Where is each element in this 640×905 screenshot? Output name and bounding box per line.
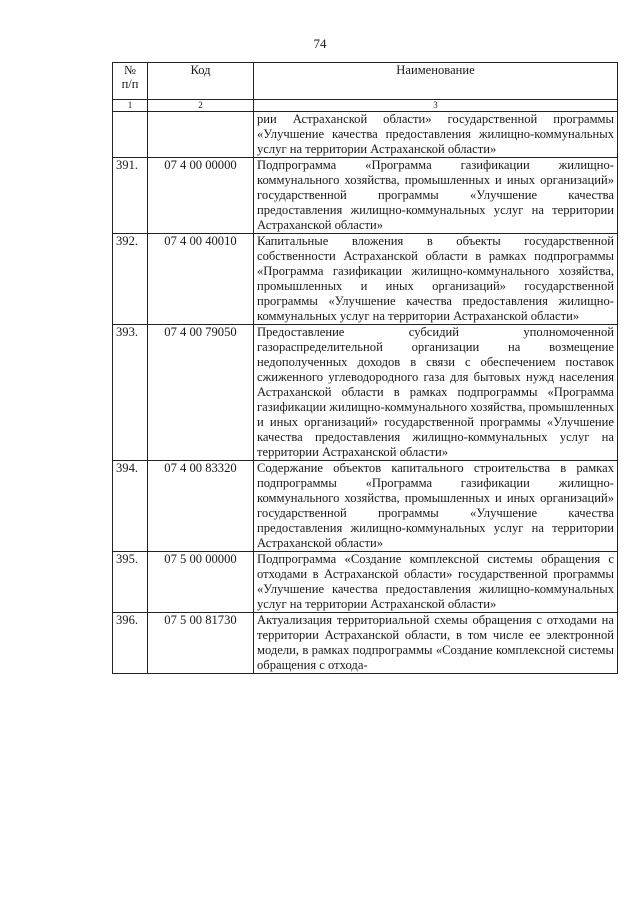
row-code: 07 5 00 00000	[148, 552, 254, 613]
row-number: 391.	[113, 158, 148, 234]
column-header-number	[113, 63, 148, 100]
column-index-1: 1	[113, 100, 148, 112]
table-row	[113, 234, 618, 325]
row-name: рии Астраханской области» государственной программы «Улучшение качества предоставления жилищно-коммунальных услуг на территории Астраханской области»	[254, 112, 618, 158]
row-code: 07 4 00 40010	[148, 234, 254, 325]
table-row	[113, 613, 618, 674]
column-header-number-text: № п/п	[121, 63, 139, 91]
row-number: 394.	[113, 461, 148, 552]
column-header-code: Код	[148, 63, 254, 100]
table-row	[113, 112, 618, 158]
table-row	[113, 552, 618, 613]
row-name: Актуализация территориальной схемы обращения с отходами на территории Астраханской области, в том числе ее электронной модели, в рамках подпрограммы «Создание комплексной системы обращения с отхода-	[254, 613, 618, 674]
row-number	[113, 112, 148, 158]
column-index-3: 3	[254, 100, 618, 112]
row-code	[148, 112, 254, 158]
table-row	[113, 461, 618, 552]
row-name: Подпрограмма «Создание комплексной системы обращения с отходами в Астраханской области» государственной программы «Улучшение качества предоставления жилищно-коммунальных услуг на территории Астраханской области»	[254, 552, 618, 613]
column-index-2: 2	[148, 100, 254, 112]
row-code: 07 5 00 81730	[148, 613, 254, 674]
row-number: 392.	[113, 234, 148, 325]
row-code: 07 4 00 00000	[148, 158, 254, 234]
row-code: 07 4 00 83320	[148, 461, 254, 552]
row-name: Подпрограмма «Программа газификации жилищно-коммунального хозяйства, промышленных и иных организаций» государственной программы «Улучшение качества предоставления жилищно-коммунальных услуг на территории Астраханской области»	[254, 158, 618, 234]
row-number: 393.	[113, 325, 148, 461]
budget-codes-table	[112, 62, 618, 674]
row-number: 395.	[113, 552, 148, 613]
table-header-row	[113, 63, 618, 100]
row-name: Капитальные вложения в объекты государственной собственности Астраханской области в рамках подпрограммы «Программа газификации жилищно-коммунального хозяйства, промышленных и иных организаций» государственной программы «Улучшение качества предоставления жилищно-коммунальных услуг на территории Астраханской области»	[254, 234, 618, 325]
table-row	[113, 158, 618, 234]
column-header-name: Наименование	[254, 63, 618, 100]
row-number: 396.	[113, 613, 148, 674]
column-index-row	[113, 100, 618, 112]
table-row	[113, 325, 618, 461]
row-name: Предоставление субсидий уполномоченной газораспределительной организации на возмещение недополученных доходов в связи с обеспечением поставок сжиженного углеводородного газа для бытовых нужд населения Астраханской области в рамках подпрограммы «Программа газификации жилищно-коммунального хозяйства, промышленных и иных организаций» государственной программы «Улучшение качества предоставления жилищно-коммунальных услуг на территории Астраханской области»	[254, 325, 618, 461]
row-name: Содержание объектов капитального строительства в рамках подпрограммы «Программа газификации жилищно-коммунального хозяйства, промышленных и иных организаций» государственной программы «Улучшение качества предоставления жилищно-коммунальных услуг на территории Астраханской области»	[254, 461, 618, 552]
page-number: 74	[313, 36, 327, 51]
row-code: 07 4 00 79050	[148, 325, 254, 461]
